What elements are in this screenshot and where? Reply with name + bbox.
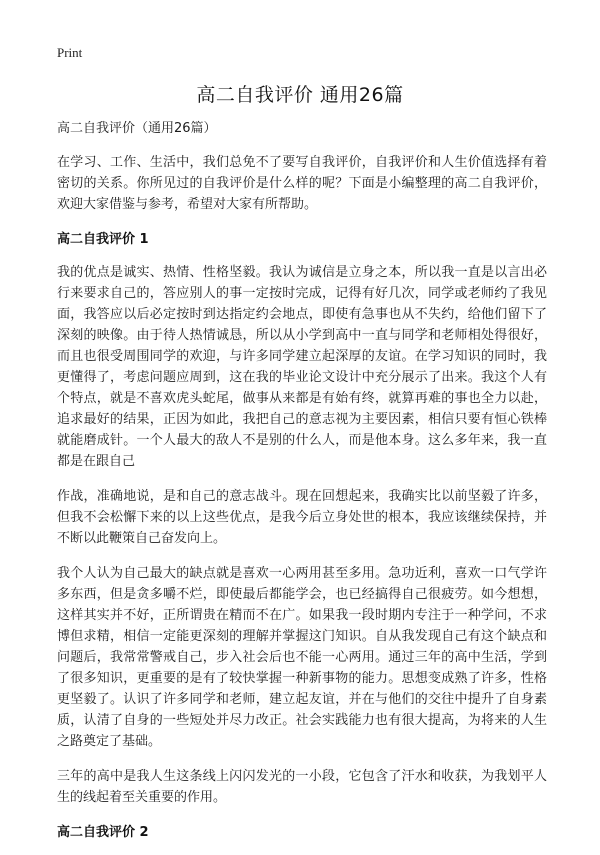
paragraph: 三年的高中是我人生这条线上闪闪发光的一小段，它包含了汗水和收获，为我划平人生的线起着至关重要的作用。: [57, 769, 547, 805]
section-heading-2: 高二自我评价 2: [57, 825, 149, 840]
page-title: 高二自我评价 通用26篇: [196, 84, 404, 106]
document-body: [57, 118, 547, 855]
section-heading-1: 高二自我评价 1: [57, 232, 149, 247]
paragraph: 我的优点是诚实、热情、性格坚毅。我认为诚信是立身之本，所以我一直是以言出必行来要求自己的，答应别人的事一定按时完成，记得有好几次，同学或老师约了我见面，我答应以后必定按时到达指定约会地点，即使有急事也从不失约，给他们留下了深刻的映像。由于待人热情诚恳，所以从小学到高中一直与同学和老师相处得很好，而且也很受周围同学的欢迎，与许多同学建立起深厚的友谊。在学习知识的同时，我更懂得了，考虑问题应周到，这在我的毕业论文设计中充分展示了出来。我这个人有个特点，就是不喜欢虎头蛇尾，做事从来都是有始有终，就算再难的事也全力以赴，追求最好的结果，正因为如此，我把自己的意志视为主要因素，相信只要有恒心铁棒就能磨成针。一个人最大的敌人不是别的什么人，而是他本身。这么多年来，我一直都是在跟自己: [57, 265, 547, 469]
paragraph: 作战，准确地说，是和自己的意志战斗。现在回想起来，我确实比以前坚毅了许多，但我不会松懈下来的以上这些优点，是我今后立身处世的根本，我应该继续保持，并不断以此鞭策自己奋发向上。: [57, 489, 547, 546]
paragraph: 我个人认为自己最大的缺点就是喜欢一心两用甚至多用。急功近利，喜欢一口气学许多东西，但是贪多嚼不烂，即使最后都能学会，也已经搞得自己很疲劳。如今想想，这样其实并不好，正所谓贵在精而不在广。如果我一段时期内专注于一种学问，不求博但求精，相信一定能更深刻的理解并掌握这门知识。自从我发现自己有这个缺点和问题后，我常常警戒自己，步入社会后也不能一心两用。通过三年的高中生活，学到了很多知识，更重要的是有了较快掌握一种新事物的能力。思想变成熟了许多，性格更坚毅了。认识了许多同学和老师，建立起友谊，并在与他们的交往中提升了自身素质，认清了自身的一些短处并尽力改正。社会实践能力也有很大提高，为将来的人生之路奠定了基础。: [57, 566, 547, 749]
print-label: Print: [57, 45, 83, 60]
intro-paragraph: 在学习、工作、生活中，我们总免不了要写自我评价，自我评价和人生价值选择有着密切的关系。你所见过的自我评价是什么样的呢？下面是小编整理的高二自我评价，欢迎大家借鉴与参考，希望对大家有所帮助。: [57, 155, 547, 212]
document-subtitle: 高二自我评价（通用26篇）: [57, 121, 217, 136]
